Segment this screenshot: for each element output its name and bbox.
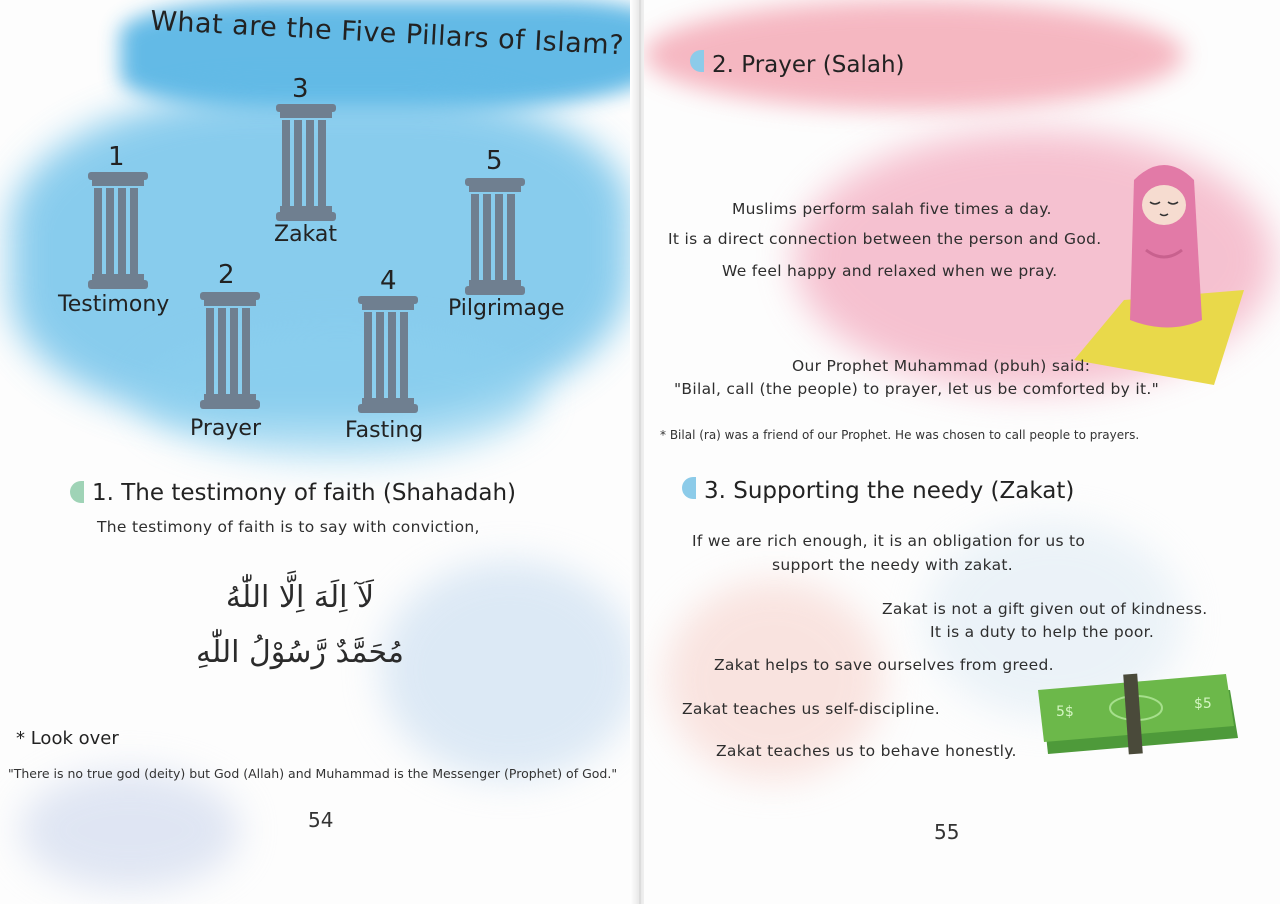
pillar-label-3: Zakat [274, 222, 338, 247]
prayer-line-3: We feel happy and relaxed when we pray. [722, 262, 1058, 280]
right-page [644, 0, 1280, 904]
pillar-number-3: 3 [292, 74, 309, 104]
zakat-line-1: If we are rich enough, it is an obligation for us to [692, 532, 1086, 550]
pillar-number-5: 5 [486, 146, 503, 176]
section2-heading: 2. Prayer (Salah) [712, 52, 905, 78]
pillar-icon-3 [276, 104, 336, 222]
prayer-line-1: Muslims perform salah five times a day. [732, 200, 1052, 218]
zakat-line-2: support the needy with zakat. [772, 556, 1013, 574]
girl-face [1142, 185, 1186, 225]
footnote: * Bilal (ra) was a friend of our Prophet. He was chosen to call people to prayers. [660, 428, 1140, 442]
praying-girl-illustration [1064, 150, 1264, 390]
pillar-number-1: 1 [108, 142, 125, 172]
zakat-line-3: Zakat is not a gift given out of kindness. [882, 600, 1208, 618]
section1-text: The testimony of faith is to say with conviction, [97, 518, 480, 536]
look-over-label: * Look over [16, 728, 119, 749]
corner-blue-wash [20, 770, 240, 890]
money-stack-illustration [1034, 668, 1244, 763]
pillar-icon-4 [358, 296, 418, 414]
money-label-right: $5 [1194, 696, 1212, 712]
pillar-number-2: 2 [218, 260, 235, 290]
quote-intro: Our Prophet Muhammad (pbuh) said: [792, 357, 1091, 375]
money-label-left: 5$ [1056, 704, 1074, 720]
quote-text: "Bilal, call (the people) to prayer, let us be comforted by it." [674, 380, 1160, 398]
pillar-icon-1 [88, 172, 148, 290]
section3-heading: 3. Supporting the needy (Zakat) [704, 478, 1075, 504]
section1-heading: 1. The testimony of faith (Shahadah) [92, 480, 517, 506]
pillar-label-1: Testimony [58, 292, 170, 317]
pillar-label-4: Fasting [345, 418, 424, 443]
look-over-text: "There is no true god (deity) but God (Allah) and Muhammad is the Messenger (Prophet) of God." [8, 766, 618, 781]
pillar-label-2: Prayer [190, 416, 262, 441]
arabic-line-1: لَآ اِلَهَ اِلَّا اللّٰهُ [225, 580, 375, 615]
pillar-icon-5 [465, 178, 525, 296]
pillar-number-4: 4 [380, 266, 397, 296]
pillar-label-5: Pilgrimage [448, 296, 565, 321]
zakat-line-6: Zakat teaches us self-discipline. [682, 700, 940, 718]
section3-bullet-icon [682, 477, 696, 499]
left-page [0, 0, 636, 904]
arabic-line-2: مُحَمَّدٌ رَّسُوْلُ اللّٰهِ [195, 635, 404, 670]
prayer-line-2: It is a direct connection between the person and God. [668, 230, 1102, 248]
section1-bullet-icon [70, 481, 84, 503]
zakat-line-7: Zakat teaches us to behave honestly. [716, 742, 1017, 760]
pillar-icon-2 [200, 292, 260, 410]
zakat-line-4: It is a duty to help the poor. [930, 623, 1155, 641]
page-title: What are the Five Pillars of Islam? [149, 5, 625, 62]
page-number-right: 55 [934, 820, 960, 844]
page-number-left: 54 [308, 808, 334, 832]
zakat-line-5: Zakat helps to save ourselves from greed. [714, 656, 1054, 674]
